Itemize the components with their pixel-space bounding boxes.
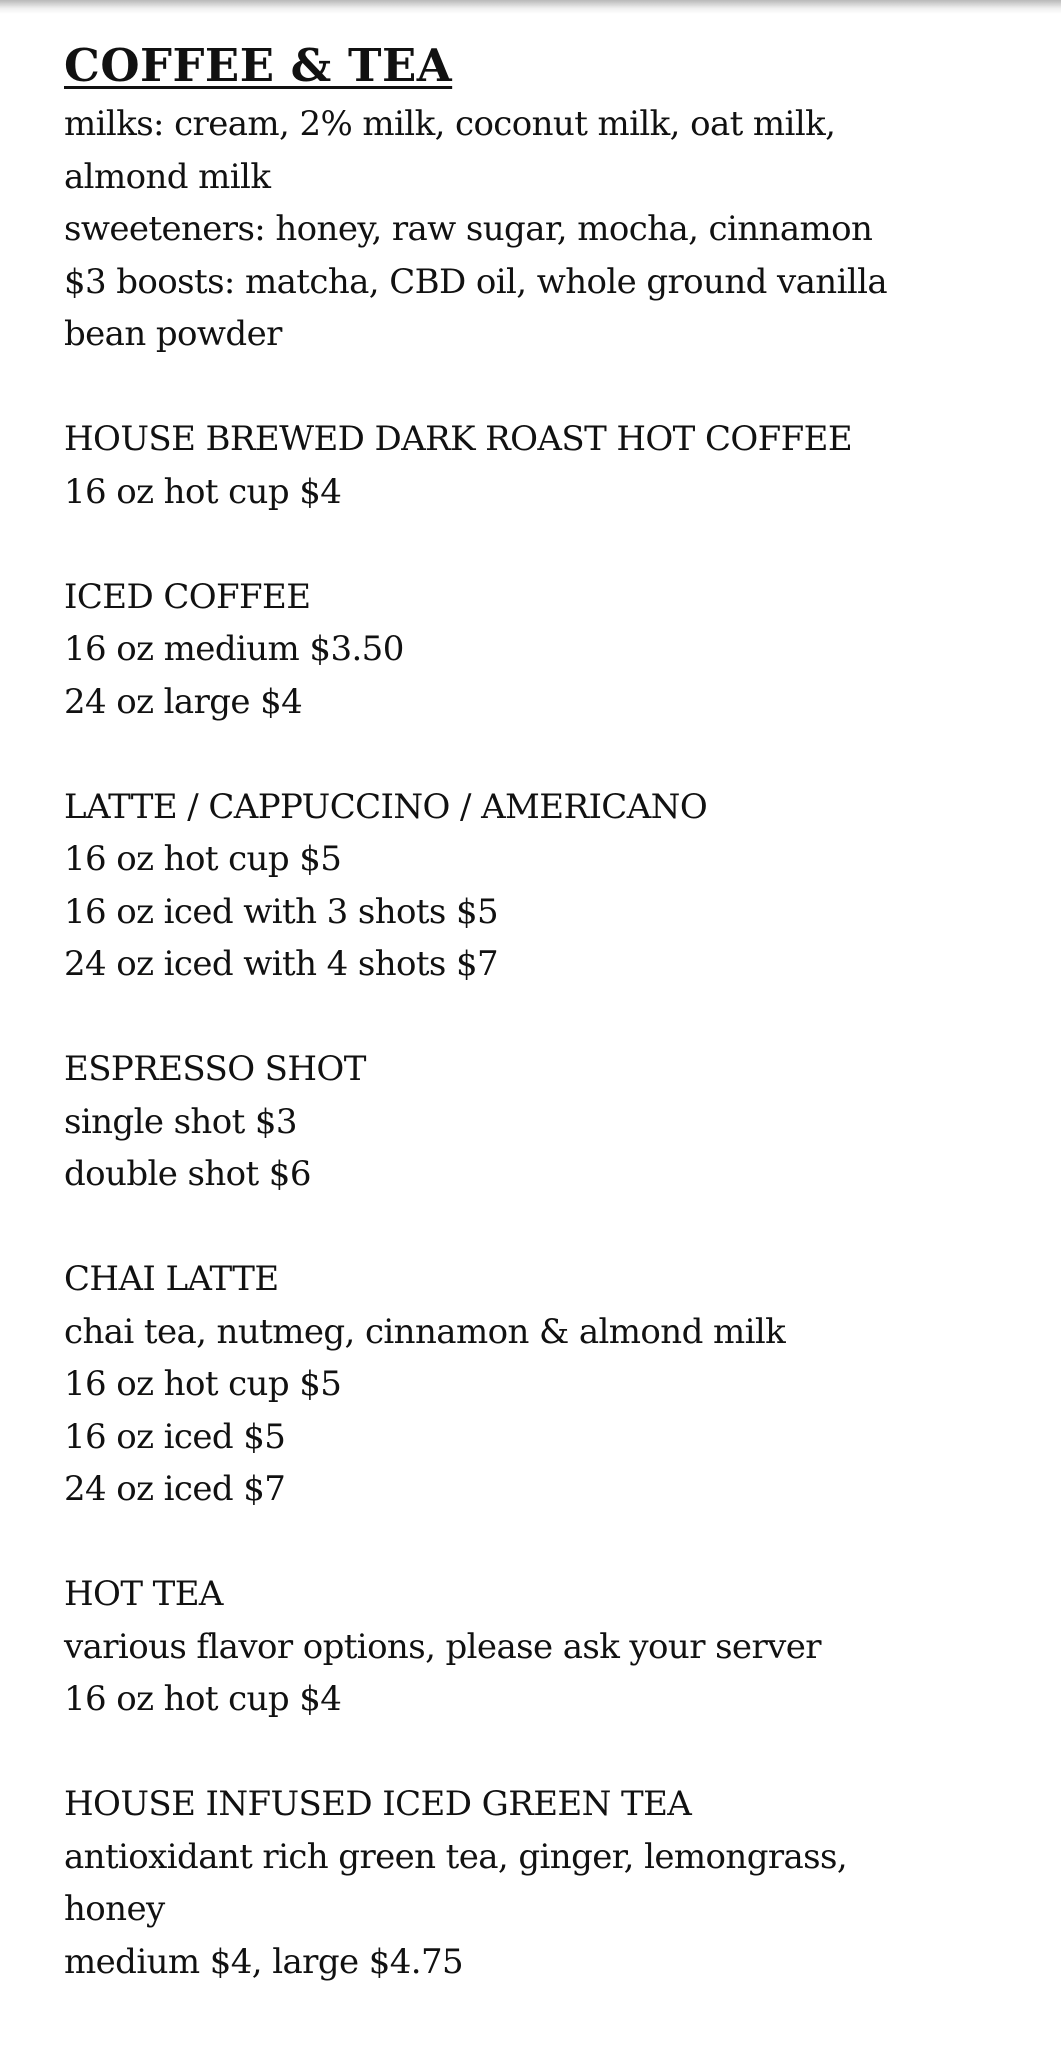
menu-section-latte-cappuccino-americano (64, 781, 1044, 991)
menu-section-hot-tea (64, 1568, 1044, 1726)
menu-item-line: 16 oz iced with 3 shots $5 (64, 891, 499, 932)
menu-section-espresso-shot (64, 1043, 1044, 1201)
section-heading: HOT TEA (64, 1574, 223, 1614)
menu-item-description: various flavor options, please ask your server (64, 1626, 821, 1667)
sweeteners-note: sweeteners: honey, raw sugar, mocha, cinnamon (64, 209, 873, 249)
menu-item-line: double shot $6 (64, 1154, 311, 1194)
menu-section-iced-green-tea (64, 1778, 1044, 1988)
menu-item-line: medium $4, large $4.75 (64, 1941, 464, 1982)
boosts-note: $3 boosts: matcha, CBD oil, whole ground vanilla (64, 261, 888, 302)
section-heading: HOUSE INFUSED ICED GREEN TEA (64, 1784, 692, 1824)
menu-item-description: antioxidant rich green tea, ginger, lemongrass, (64, 1836, 848, 1877)
menu-item-description: chai tea, nutmeg, cinnamon & almond milk (64, 1311, 786, 1352)
menu-item-line: 24 oz iced with 4 shots $7 (64, 944, 499, 984)
menu-item-line: 16 oz hot cup $4 (64, 471, 342, 512)
milks-note: milks: cream, 2% milk, coconut milk, oat milk, (64, 104, 836, 144)
section-heading: ICED COFFEE (64, 576, 311, 617)
menu-item-line: 16 oz medium $3.50 (64, 629, 404, 669)
menu-item-line: 24 oz large $4 (64, 681, 303, 722)
section-heading: CHAI LATTE (64, 1259, 279, 1299)
menu-page (64, 34, 1044, 1988)
menu-item-line: 24 oz iced $7 (64, 1469, 286, 1509)
top-edge-shadow (0, 0, 1061, 14)
menu-notes (64, 98, 1044, 361)
menu-item-line: single shot $3 (64, 1101, 297, 1142)
menu-section-chai-latte (64, 1253, 1044, 1516)
menu-item-line: 16 oz iced $5 (64, 1416, 286, 1457)
section-heading: HOUSE BREWED DARK ROAST HOT COFFEE (64, 419, 853, 459)
milks-note-continued: almond milk (64, 156, 271, 197)
menu-section-iced-coffee (64, 571, 1044, 729)
boosts-note-continued: bean powder (64, 314, 282, 354)
menu-item-description-continued: honey (64, 1889, 165, 1929)
menu-item-line: 16 oz hot cup $5 (64, 839, 342, 879)
menu-title: COFFEE & TEA (64, 39, 453, 92)
section-heading: ESPRESSO SHOT (64, 1049, 366, 1089)
menu-item-line: 16 oz hot cup $5 (64, 1364, 342, 1404)
section-heading: LATTE / CAPPUCCINO / AMERICANO (64, 786, 708, 827)
menu-section-house-brewed-coffee (64, 413, 1044, 518)
menu-item-line: 16 oz hot cup $4 (64, 1679, 342, 1719)
